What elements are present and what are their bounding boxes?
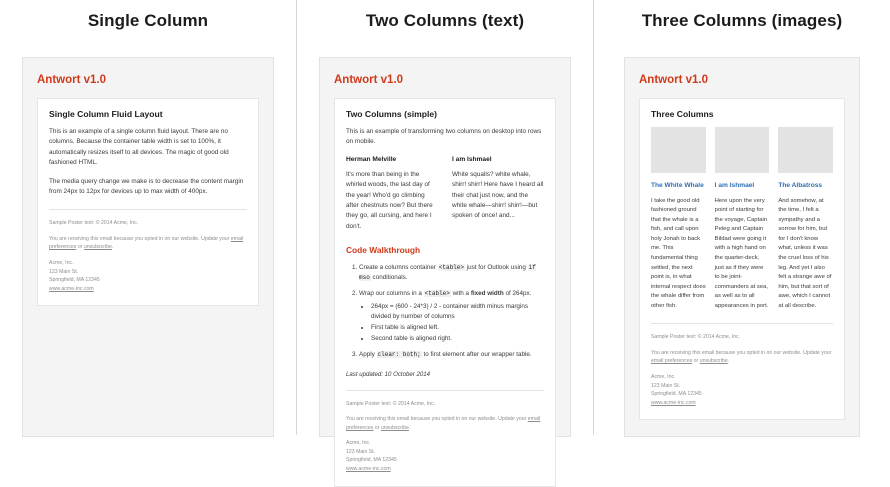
list-item: • Second table is aligned right.: [371, 334, 544, 344]
email-preview-three-col: [624, 57, 860, 437]
column-heading: Herman Melville: [346, 155, 397, 163]
section-heading: Three Columns: [651, 109, 714, 119]
footer-optin-end: .: [111, 244, 114, 251]
column-text: White squalls? white whale, shirr! shirr! Here have I heard all their chat just now, and the white whale—shirr! shirr!—but spoken of once! and...: [452, 170, 544, 220]
column-left: [346, 156, 438, 232]
footer-citystate: Springfield, MA 12345: [49, 277, 100, 284]
step-text: with a: [450, 290, 471, 298]
step-text: Create a columns container: [359, 264, 438, 271]
section-heading: Two Columns (simple): [346, 109, 438, 119]
footer-optin: [346, 415, 544, 432]
substep-list: [359, 302, 544, 344]
list-item: • 264px = (600 - 24*3) / 2 - container width minus margins divided by number of columns: [371, 302, 544, 322]
footer-website-link[interactable]: www.acme-inc.com: [49, 285, 94, 292]
unsubscribe-link[interactable]: unsubscribe: [380, 424, 409, 431]
column-card: [651, 127, 706, 311]
card-text: I take the good old fashioned ground that the whale is a fish, and call upon holy Jonah to back me. This fundamental thing settled, the next point is, in what internal respect does the whale differ from other fish.: [651, 197, 706, 309]
footer-optin-text: You are receiving this email because you opted in on our website. Update your: [49, 235, 231, 242]
brand-label: Antwort v1.0: [37, 74, 107, 86]
step-text: Wrap our columns in a: [359, 290, 424, 298]
placeholder-image: [778, 127, 833, 173]
footer-optin-mid: or: [76, 244, 84, 251]
email-card: [37, 98, 259, 306]
unsubscribe-link[interactable]: unsubscribe: [699, 358, 728, 365]
divider: [49, 209, 247, 210]
panel-three-columns: [593, 0, 890, 435]
three-column-row: [651, 127, 833, 311]
walkthrough-steps: [346, 263, 544, 361]
panel-title: Two Columns (text): [365, 11, 525, 30]
body-paragraph: The media query change we make is to decrease the content margin from 24px to 12px for devices up to max width of 400px.: [49, 177, 244, 195]
email-preferences-link[interactable]: email preferences: [49, 235, 244, 251]
email-preview-two-col: [319, 57, 571, 472]
footer-poster: Sample Poster text: © 2014 Acme, Inc.: [651, 334, 741, 341]
card-title[interactable]: The White Whale: [651, 182, 704, 189]
card-title[interactable]: I am Ishmael: [714, 182, 755, 189]
brand-label: Antwort v1.0: [639, 74, 709, 86]
list-item: [359, 289, 544, 344]
footer-company: Acme, Inc.: [346, 440, 371, 447]
footer-optin-mid: or: [373, 424, 381, 431]
panel-title: Three Columns (images): [641, 11, 843, 30]
placeholder-image: [715, 127, 770, 173]
footer-company: Acme, Inc.: [651, 374, 676, 381]
body-paragraph: This is an example of a single column fluid layout. There are no columns. Because the container table width is set to 100%, it automatically resizes itself to all devices. The magic of good old fashioned HTML.: [49, 128, 229, 167]
footer-citystate: Springfield, MA 12345: [651, 391, 702, 398]
footer-optin-mid: or: [692, 358, 700, 365]
section-heading: Single Column Fluid Layout: [49, 109, 163, 119]
last-updated: Last updated: 10 October 2014: [346, 370, 431, 378]
footer-address: [651, 373, 833, 407]
panel-title: Single Column: [87, 11, 209, 30]
brand-label: Antwort v1.0: [334, 74, 404, 86]
footer-optin-text: You are receiving this email because you opted in on our website. Update your: [651, 349, 832, 356]
email-preferences-link[interactable]: email preferences: [346, 416, 541, 431]
email-preview-single: [22, 57, 274, 437]
column-right: [452, 156, 544, 232]
list-item: [359, 350, 544, 360]
footer-street: 123 Main St.: [346, 448, 376, 455]
step-text: to first element after our wrapper table.: [421, 351, 532, 359]
footer-optin-end: .: [408, 424, 411, 431]
divider: [651, 323, 833, 324]
email-footer: [49, 219, 247, 293]
panel-single-column: [0, 0, 296, 435]
footer-website-link[interactable]: www.acme-inc.com: [346, 465, 391, 472]
step-text: just for Outlook using: [464, 264, 528, 271]
email-card: [639, 98, 845, 420]
footer-address: [49, 259, 247, 293]
step-text: conditionals.: [370, 274, 408, 282]
card-text: And somehow, at the time, I felt a sympathy and a sorrow for him, but for I don't know what, unless it was the cruel loss of his leg. And yet I also felt a strange awe of him, but that sort of awe, which I cannot at all describe.: [778, 197, 832, 309]
footer-street: 123 Main St.: [651, 382, 681, 389]
code-snippet: <table>: [438, 264, 464, 271]
walkthrough-heading: Code Walkthrough: [346, 245, 421, 255]
column-text: It's more than being in the whirled woods, the last day of the year! Who'd go climbing after chestnuts now? But there they go, all cursing, and here I don't.: [346, 170, 433, 230]
placeholder-image: [651, 127, 706, 173]
list-item: [359, 263, 544, 283]
column-heading: I am Ishmael: [452, 155, 492, 163]
intro-paragraph: This is an example of transforming two columns on desktop into rows on mobile.: [346, 128, 542, 146]
column-card: [778, 127, 833, 311]
footer-poster: Sample Poster text: © 2014 Acme, Inc.: [49, 220, 139, 227]
footer-website-link[interactable]: www.acme-inc.com: [651, 399, 696, 406]
step-emphasis: fixed width: [470, 290, 504, 298]
footer-citystate: Springfield, MA 12345: [346, 457, 397, 464]
footer-street: 123 Main St.: [49, 268, 79, 275]
divider: [346, 390, 544, 391]
footer-optin-text: You are receiving this email because you opted in on our website. Update your: [346, 416, 528, 423]
email-footer: [651, 333, 833, 407]
column-card: [715, 127, 770, 311]
email-card: [334, 98, 556, 487]
step-text: of 264px.: [503, 290, 532, 298]
list-item: • First table is aligned left.: [371, 323, 544, 333]
email-footer: [346, 400, 544, 474]
footer-poster: Sample Poster text: © 2014 Acme, Inc.: [346, 400, 436, 407]
email-preferences-link[interactable]: email preferences: [651, 358, 693, 365]
footer-company: Acme, Inc.: [49, 259, 74, 266]
step-text: Apply: [359, 351, 377, 359]
card-title[interactable]: The Albatross: [778, 182, 823, 189]
footer-optin: [651, 349, 833, 366]
code-snippet: clear: both;: [377, 351, 421, 359]
panel-two-columns: [296, 0, 593, 472]
code-snippet: <table>: [424, 290, 450, 298]
card-text: Here upon the very point of starting for the voyage, Captain Peleg and Captain Bildad were going it with a high hand on the quarter-deck, just as if they were to be joint-commanders at sea, as well as to all appearances in port.: [714, 197, 769, 309]
two-column-row: [346, 156, 544, 232]
footer-optin: [49, 235, 247, 252]
unsubscribe-link[interactable]: unsubscribe: [83, 244, 112, 251]
footer-optin-end: .: [727, 358, 730, 365]
footer-address: [346, 439, 544, 473]
code-snippet: if mso: [359, 264, 536, 282]
